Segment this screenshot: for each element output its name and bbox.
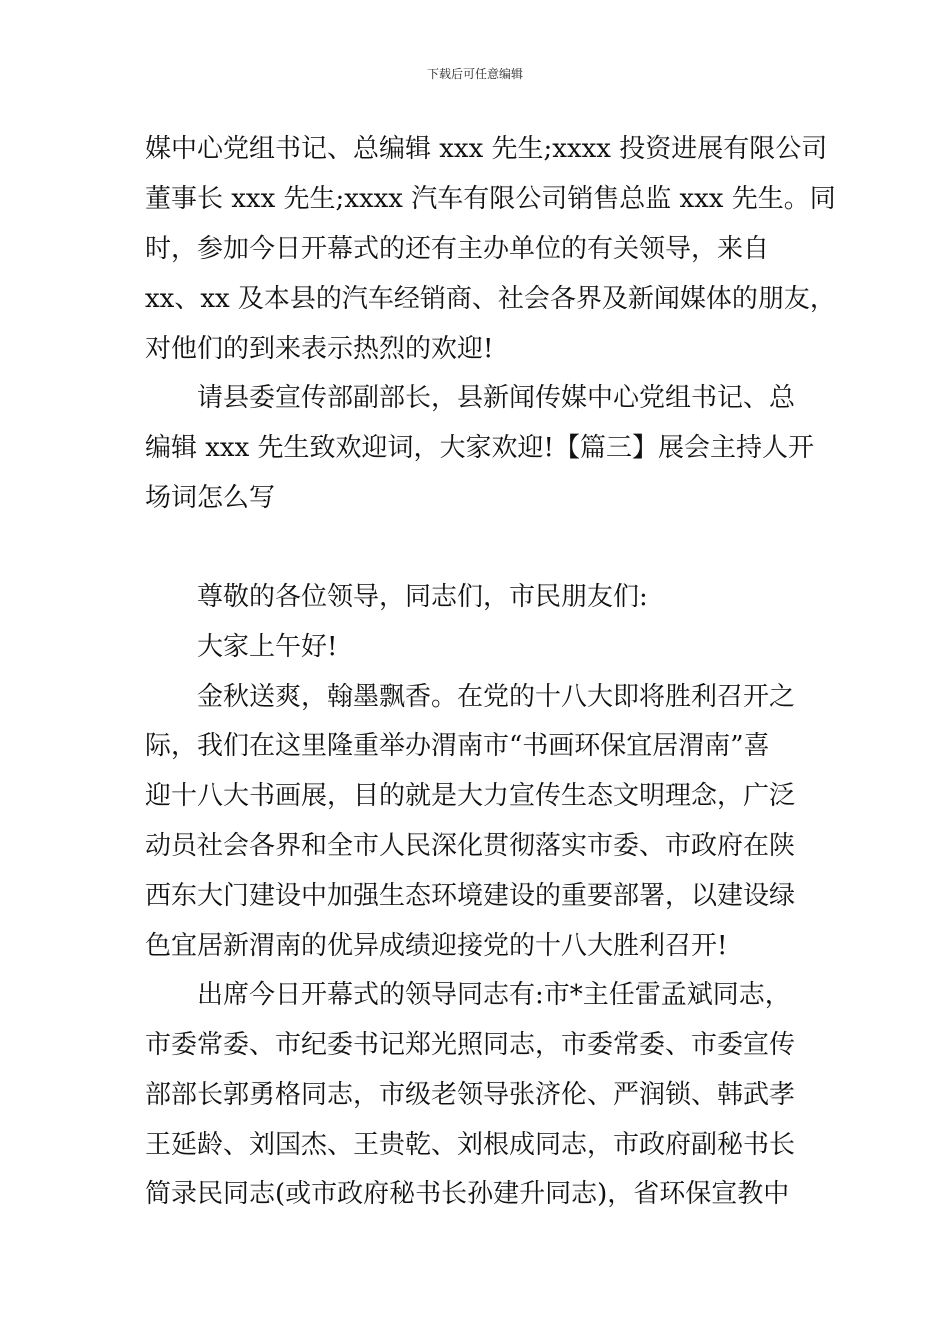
text-line: 部部长郭勇格同志，市级老领导张济伦、严润锁、韩武孝 — [145, 1080, 796, 1110]
text-line: 王延龄、刘国杰、王贵乾、刘根成同志，市政府副秘书长 — [145, 1130, 796, 1160]
text-line: 请县委宣传部副部长，县新闻传媒中心党组书记、总 — [197, 383, 796, 413]
text-line: 出席今日开幕式的领导同志有:市*主任雷孟斌同志， — [197, 980, 791, 1010]
text-line: 媒中心党组书记、总编辑 xxx 先生;xxxx 投资进展有限公司 — [145, 134, 828, 164]
text-line: 对他们的到来表示热烈的欢迎! — [145, 334, 494, 364]
text-line: 大家上午好! — [197, 632, 338, 662]
text-line: 际，我们在这里隆重举办渭南市“书画环保宜居渭南”喜 — [145, 731, 770, 761]
text-line: 金秋送爽，翰墨飘香。在党的十八大即将胜利召开之 — [197, 682, 796, 712]
text-line: 迎十八大书画展，目的就是大力宣传生态文明理念，广泛 — [145, 781, 796, 811]
text-line: 动员社会各界和全市人民深化贯彻落实市委、市政府在陕 — [145, 831, 796, 861]
text-line: 简录民同志(或市政府秘书长孙建升同志)，省环保宣教中 — [145, 1179, 790, 1209]
text-line: 色宜居新渭南的优异成绩迎接党的十八大胜利召开! — [145, 931, 728, 961]
text-line: 市委常委、市纪委书记郑光照同志，市委常委、市委宣传 — [145, 1030, 796, 1060]
text-line: 场词怎么写 — [145, 483, 276, 513]
page-header: 下载后可任意编辑 — [426, 67, 523, 81]
text-line: xx、xx 及本县的汽车经销商、社会各界及新闻媒体的朋友， — [145, 284, 836, 314]
text-line: 编辑 xxx 先生致欢迎词，大家欢迎!【篇三】展会主持人开 — [145, 433, 814, 463]
text-line: 董事长 xxx 先生;xxxx 汽车有限公司销售总监 xxx 先生。同 — [145, 184, 836, 214]
text-line: 时，参加今日开幕式的还有主办单位的有关领导，来自 — [145, 234, 770, 264]
text-line: 尊敬的各位领导，同志们，市民朋友们: — [197, 582, 648, 612]
text-line: 西东大门建设中加强生态环境建设的重要部署，以建设绿 — [145, 881, 796, 911]
